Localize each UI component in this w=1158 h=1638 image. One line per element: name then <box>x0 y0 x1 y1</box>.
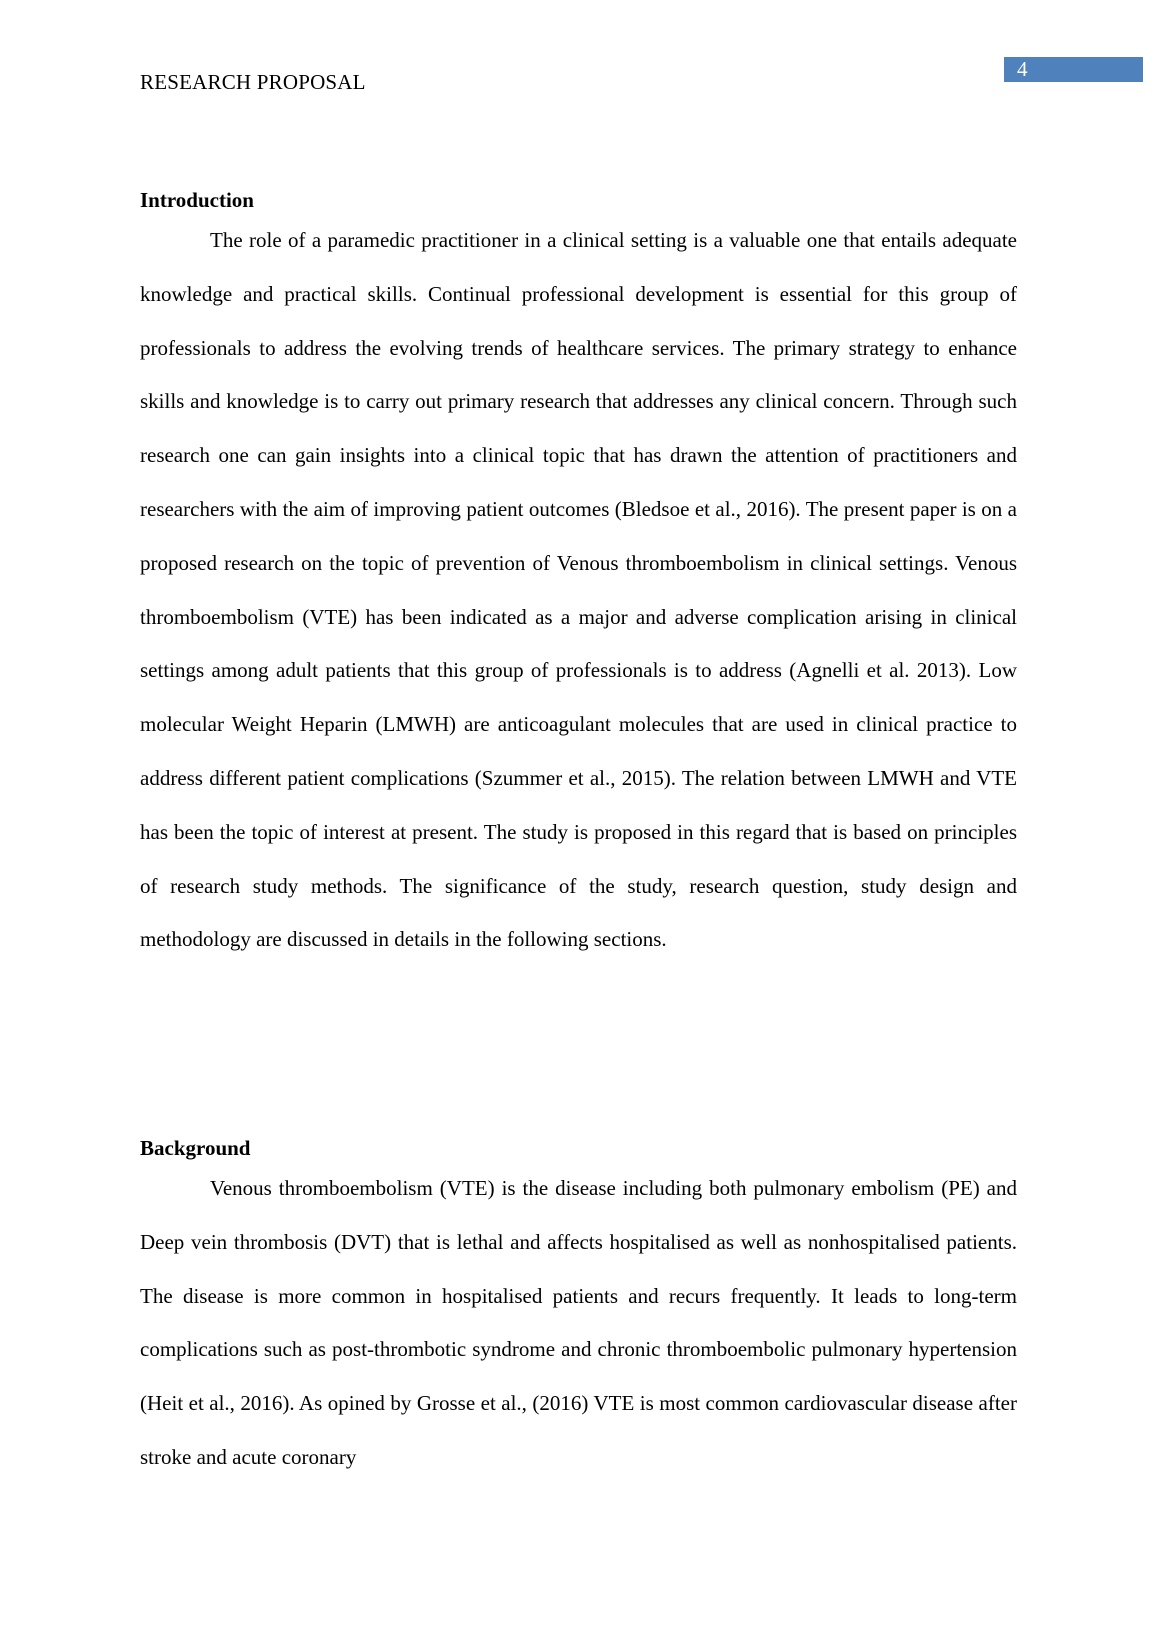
introduction-paragraph: The role of a paramedic practitioner in a clinical setting is a valuable one that entails adequate knowledge and practical skills. Continual professional development is essential for this group of professionals to address the evolving trends of healthcare services. The primary strategy to enhance skills and knowledge is to carry out primary research that addresses any clinical concern. Through such research one can gain insights into a clinical topic that has drawn the attention of practitioners and researchers with the aim of improving patient outcomes (Bledsoe et al., 2016). The present paper is on a proposed research on the topic of prevention of Venous thromboembolism in clinical settings. Venous thromboembolism (VTE) has been indicated as a major and adverse complication arising in clinical settings among adult patients that this group of professionals is to address (Agnelli et al. 2013). Low molecular Weight Heparin (LMWH) are anticoagulant molecules that are used in clinical practice to address different patient complications (Szummer et al., 2015). The relation between LMWH and VTE has been the topic of interest at present. The study is proposed in this regard that is based on principles of research study methods. The significance of the study, research question, study design and methodology are discussed in details in the following sections. <box>140 228 1017 952</box>
background-paragraph: Venous thromboembolism (VTE) is the disease including both pulmonary embolism (PE) and Deep vein thrombosis (DVT) that is lethal and affects hospitalised as well as nonhospitalised patients. The disease is more common in hospitalised patients and recurs frequently. It leads to long-term complications such as post-thrombotic syndrome and chronic thromboembolic pulmonary hypertension (Heit et al., 2016). As opined by Grosse et al., (2016) VTE is most common cardiovascular disease after stroke and acute coronary <box>140 1176 1017 1469</box>
section-heading-introduction: Introduction <box>140 188 254 212</box>
section-heading-background: Background <box>140 1136 251 1160</box>
page-number: 4 <box>1017 57 1028 81</box>
running-head: RESEARCH PROPOSAL <box>140 70 366 94</box>
page-number-box <box>1004 57 1143 82</box>
